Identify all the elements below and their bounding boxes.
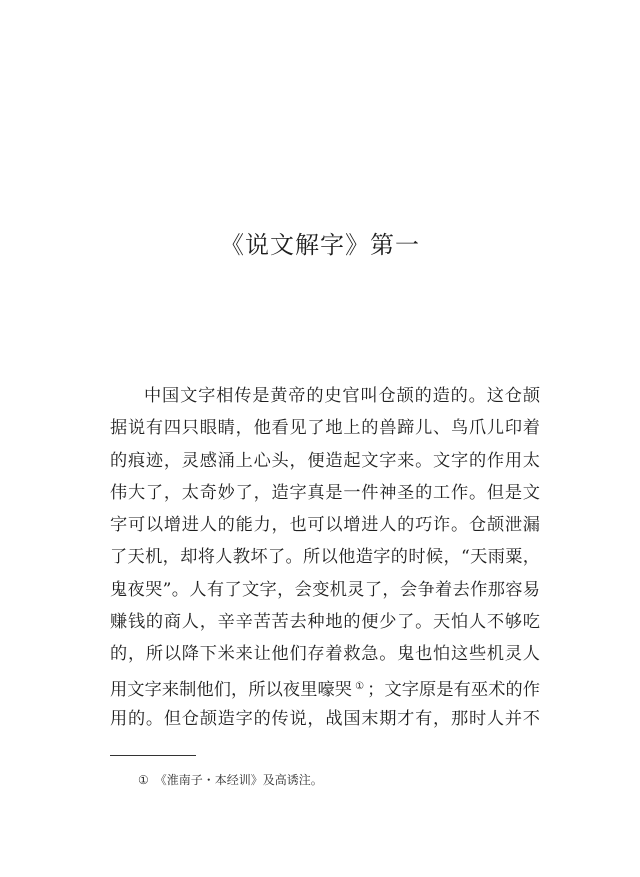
text-line: 的痕迹，灵感涌上心头，便造起文字来。文字的作用太 <box>110 450 540 471</box>
text-line: 据说有四只眼睛，他看见了地上的兽蹄儿、鸟爪儿印着 <box>110 418 540 439</box>
footnote-divider <box>110 755 196 756</box>
footnote-reference[interactable]: ① <box>355 680 365 692</box>
body-paragraph <box>110 380 540 735</box>
text-line: 的，所以降下米来让他们存着救急。鬼也怕这些机灵人 <box>110 644 540 665</box>
text-segment: 用文字来制他们，所以夜里嚎哭 <box>110 679 353 700</box>
text-line: 字可以增进人的能力，也可以增进人的巧诈。仓颉泄漏 <box>110 515 540 536</box>
text-segment: ；文字原是有巫术的作 <box>367 679 540 700</box>
footnote-number: ① <box>138 773 149 787</box>
chapter-title: 《说文解字》第一 <box>220 231 420 259</box>
text-line: 鬼夜哭”。人有了文字，会变机灵了，会争着去作那容易 <box>110 579 540 600</box>
footnote <box>138 772 323 788</box>
text-line: 赚钱的商人，辛辛苦苦去种地的便少了。天怕人不够吃 <box>110 612 540 633</box>
text-line: 中国文字相传是黄帝的史官叫仓颉的造的。这仓颉 <box>144 386 540 406</box>
text-line: 伟大了，太奇妙了，造字真是一件神圣的工作。但是文 <box>110 482 540 503</box>
text-line: 了天机，却将人教坏了。所以他造字的时候，“天雨粟， <box>110 547 540 568</box>
text-line-with-footnote-ref <box>110 671 540 703</box>
text-line: 用的。但仓颉造字的传说，战国末期才有，那时人并不 <box>110 708 540 729</box>
footnote-text: 《淮南子・本经训》及高诱注。 <box>154 773 323 787</box>
